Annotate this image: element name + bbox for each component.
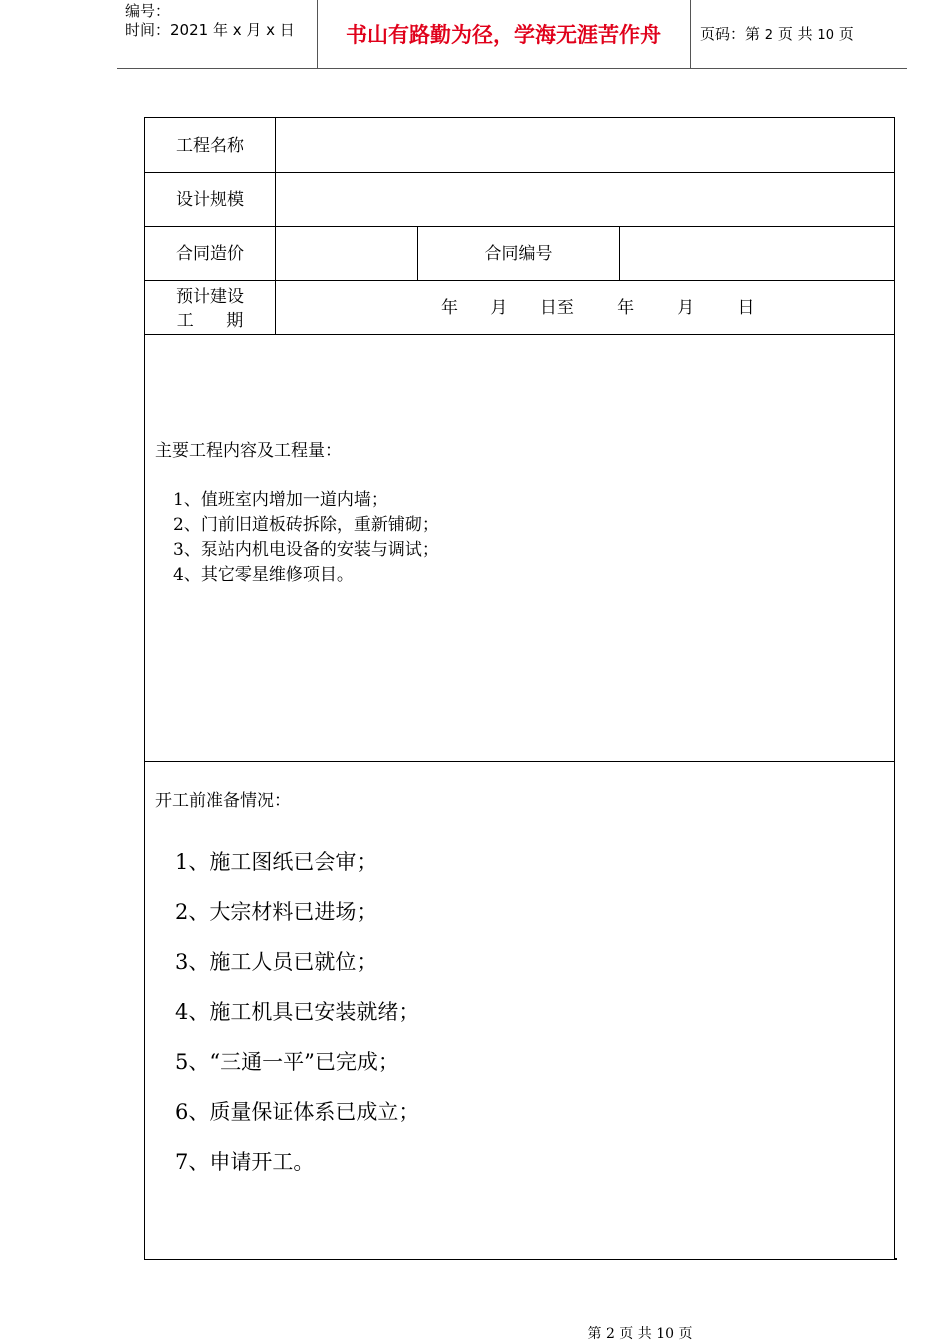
row-divider xyxy=(145,334,894,335)
row-divider xyxy=(145,226,894,227)
list-item: 1、值班室内增加一道内墙； xyxy=(173,490,388,510)
header-divider xyxy=(690,0,691,68)
design-scale-label: 设计规模 xyxy=(176,190,244,210)
construction-period-field[interactable]: 年 月 日至 年 月 日 xyxy=(441,298,755,318)
preparation-list xyxy=(175,847,419,1197)
construction-period-label-line2: 工 期 xyxy=(176,311,244,331)
list-item: 2、门前旧道板砖拆除，重新铺砌； xyxy=(173,515,439,535)
list-item: 1、施工图纸已会审； xyxy=(175,850,378,874)
contract-no-label: 合同编号 xyxy=(484,244,553,264)
row-divider xyxy=(145,172,894,173)
list-item: 7、申请开工。 xyxy=(175,1150,315,1174)
column-divider xyxy=(275,118,276,334)
list-item: 3、泵站内机电设备的安装与调试； xyxy=(173,540,439,560)
row-divider xyxy=(145,761,894,762)
list-item: 6、质量保证体系已成立； xyxy=(175,1100,420,1124)
time-label: 时间：2021 年 x 月 x 日 xyxy=(125,21,295,39)
page-current: 2 xyxy=(764,28,774,43)
list-item: 3、施工人员已就位； xyxy=(175,950,378,974)
list-item: 4、施工机具已安装就绪； xyxy=(175,1000,420,1024)
page-header xyxy=(117,0,907,69)
column-divider xyxy=(619,226,620,280)
serial-label: 编号： xyxy=(125,2,171,20)
row-divider xyxy=(145,280,894,281)
header-meta xyxy=(125,2,295,40)
footer-page-number: 第 2 页 共 10 页 xyxy=(587,1326,693,1342)
page-mid: 页 共 xyxy=(777,25,813,43)
header-page-number xyxy=(700,24,854,46)
list-item: 4、其它零星维修项目。 xyxy=(173,565,354,585)
main-content-list xyxy=(173,488,439,588)
page-total: 10 xyxy=(817,28,834,43)
page-suffix: 页 xyxy=(838,25,854,43)
main-content-title: 主要工程内容及工程量： xyxy=(155,441,342,461)
construction-period-label-line1: 预计建设 xyxy=(176,287,244,307)
table-corner-mark xyxy=(895,1258,897,1260)
preparation-title: 开工前准备情况： xyxy=(155,791,291,811)
page-prefix: 页码：第 xyxy=(700,25,761,43)
project-name-label: 工程名称 xyxy=(176,136,244,156)
contract-price-label: 合同造价 xyxy=(176,244,244,264)
list-item: 5、“三通一平”已完成； xyxy=(175,1050,399,1074)
list-item: 2、大宗材料已进场； xyxy=(175,900,378,924)
project-form-table xyxy=(144,117,895,1260)
page-footer xyxy=(0,1325,950,1343)
header-motto: 书山有路勤为径，学海无涯苦作舟 xyxy=(346,23,661,47)
